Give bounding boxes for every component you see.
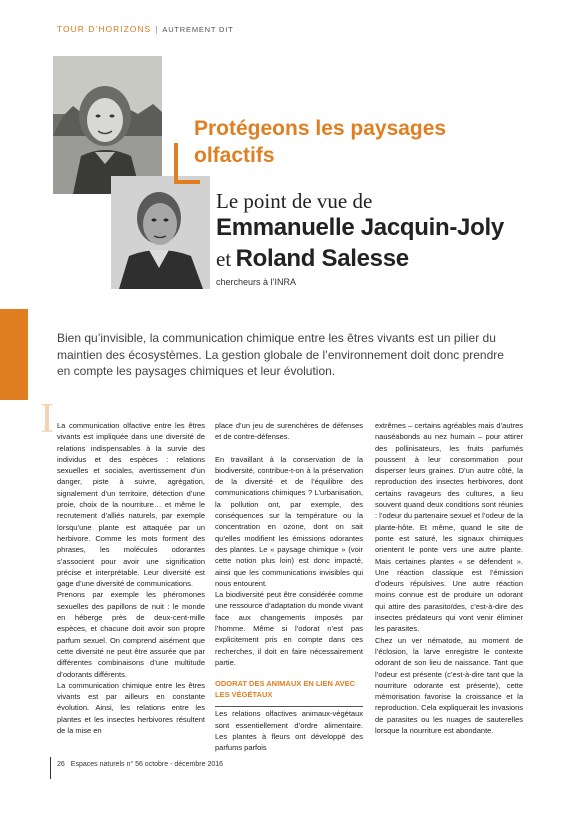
portrait-photo-roland	[111, 176, 210, 289]
author-name-2: Roland Salesse	[235, 245, 409, 272]
body-paragraph: extrêmes – certains agréables mais d’autres nauséabonds au nez humain – pour attirer des pollinisateurs, les fruits parfumés poussent à leur consommation pour disperser leurs graines. D’un autre côté, la reproduction des insectes herbivores, dont certains ravageurs des cultures, a lieu souvent quand deux conditions sont réunies : l’odeur du partenaire sexuel et l’odeur de la plante-hôte. Et même, quand le site de ponte est saturé, les signaux chimiques orientent le ponte vers une autre plante. Mais certaines plantes « se défendent ». Une réaction classique est l’émission d’odeurs répulsives. Une autre réaction moins connue est de produire un odorant qui attire des parasitoïdes, c’est-à-dire des insectes prédateurs qui vont venir éliminer les parasites.	[375, 421, 524, 634]
conjunction: et	[216, 247, 232, 271]
body-column-2	[215, 420, 363, 753]
body-paragraph: Chez un ver nématode, au moment de l’éclosion, la larve enregistre le contexte odorant de son lieu de naissance. Tant que l’odeur est présente (c’est-à-dire tant que la nourriture odorante est présente), cette mémorisation favorise la croissance et la reproduction. Cela expliquerait les invasions de parasites ou les nuages de sauterelles lorsque la nourriture est abondante.	[375, 635, 523, 736]
side-accent-bar	[0, 309, 28, 400]
body-paragraph: Prenons par exemple les phéromones sexuelles des papillons de nuit : le monde en héberge près de deux-cent-mille espèces, et chacune doit avoir son propre parfum sexuel. On comprend aisément que cette diversité ne peut être assurée que par différentes combinaisons d’une multitude d’odorants différents.	[57, 590, 205, 679]
page-number: 26	[57, 761, 65, 768]
body-paragraph: La communication chimique entre les êtres vivants est par ailleurs en constante évolution. Ainsi, les relations entre les plantes et les insectes herbivores résultent de la mise en	[57, 680, 205, 736]
author-name-1: Emmanuelle Jacquin-Joly	[216, 214, 504, 241]
body-paragraph: La communication olfactive entre les êtres vivants est impliquée dans une diversité de relations indispensables à la survie des individus et des espèces : relations sexuelles et sociales, avertissement d’un danger, piste à suivre, agrégation, signalement d’un territoire, détection d’une proie, choix de la nourriture… et même le recrutement d’alliés naturels, par exemple lorsqu’une plante est attaquée par un herbivore. Comme les mots forment des phrases, les molécules odorantes s’associent pour avoir une signification précise et interprétable. Leur diversité est gage d’une diversité de communications.	[57, 421, 205, 589]
publication-info: Espaces naturels n° 56 octobre - décembre 2016	[70, 761, 224, 768]
drop-cap: I	[40, 396, 54, 442]
body-paragraph: place d’un jeu de surenchères de défenses et de contre-défenses.	[215, 421, 363, 442]
article-title: Protégeons les paysages olfactifs	[194, 117, 447, 167]
author-affiliation: chercheurs à l’INRA	[216, 277, 297, 287]
page-footer	[57, 761, 223, 768]
body-paragraph: Les relations olfactives animaux-végétaux sont essentiellement d’ordre alimentaire. Les plantes à fleurs ont développé des parfums parfois	[215, 709, 363, 753]
body-column-3	[375, 420, 523, 736]
point-of-view-prefix: Le point de vue de	[216, 189, 373, 213]
footer-rule	[50, 757, 51, 779]
lead-paragraph: Bien qu’invisible, la communication chimique entre les êtres vivants est un pilier du maintien des écosystèmes. La gestion globale de l’environnement doit donc prendre en compte les paysages chimiques et leur évolution.	[57, 331, 504, 378]
section-label: TOUR D’HORIZONS	[57, 24, 152, 34]
author-line-2	[216, 245, 409, 273]
subheading-rule	[215, 706, 363, 707]
body-paragraph: La biodiversité peut être considérée comme une ressource d’adaptation du monde vivant face aux changements imposés par l’homme. Même si l’odorat n’est pas explicitement pris en compte dans ces recherches, il doit en faire nécessairement partie.	[215, 590, 363, 667]
section-subheading: ODORAT DES ANIMAUX EN LIEN AVEC LES VÉGÉTAUX	[215, 679, 356, 700]
title-bracket-horizontal	[174, 180, 200, 184]
body-paragraph: En travaillant à la conservation de la biodiversité, contribue-t-on à la préservation de la diversité et de l’équilibre des communications chimiques ? L’urbanisation, la pollution ont, par exemple, des conséquences sur la température ou la concentration en ozone, dont on sait qu’elles modifient les émissions odorantes des plantes. Le « paysage chimique » (voir cette notion plus loin) est donc impacté, ainsi que les communications invisibles qui nous entourent.	[215, 454, 363, 588]
subsection-label: AUTREMENT DIT	[162, 25, 234, 34]
body-column-1	[57, 420, 205, 736]
portrait-photo-emmanuelle	[53, 56, 162, 194]
section-header	[57, 24, 234, 34]
header-separator: |	[155, 24, 159, 34]
title-bracket-vertical	[174, 143, 178, 183]
